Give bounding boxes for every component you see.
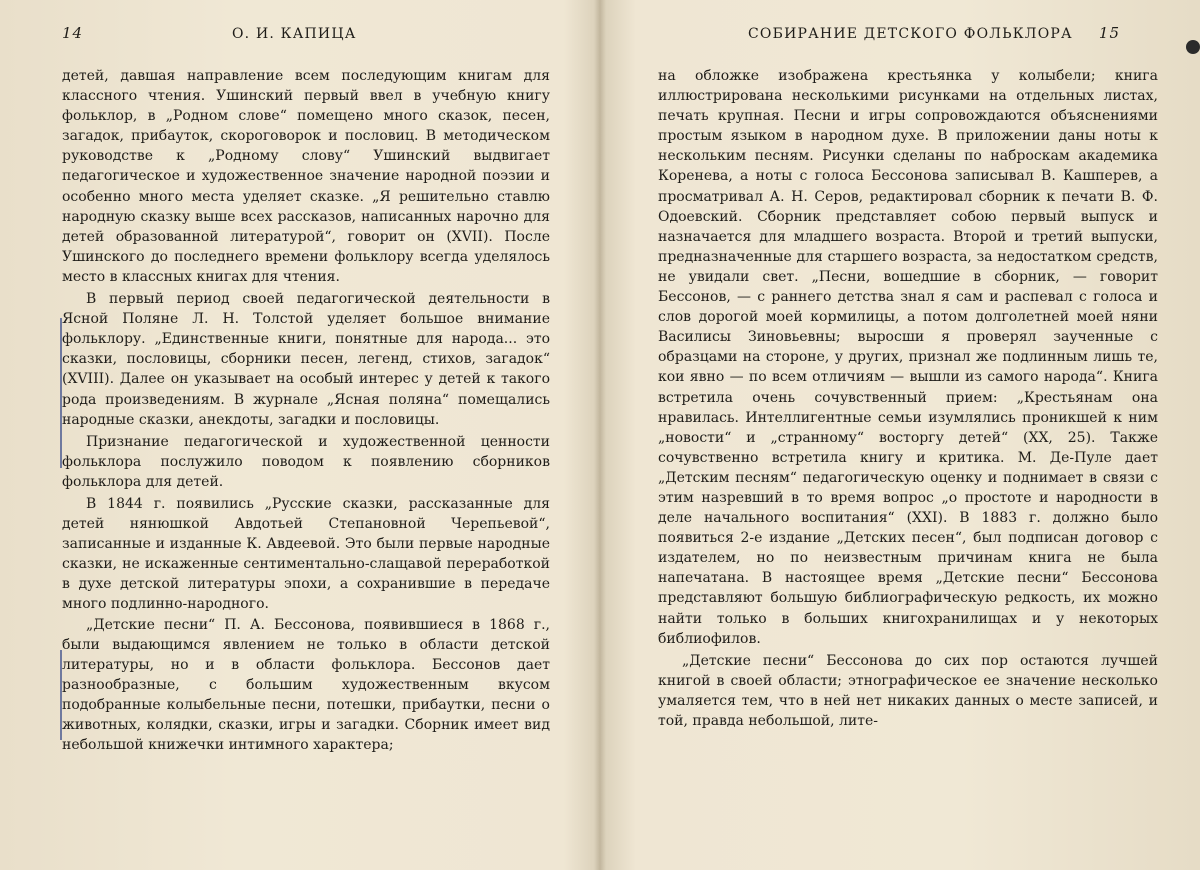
pen-margin-mark bbox=[60, 318, 62, 468]
left-page-header bbox=[0, 24, 594, 50]
left-page-number: 14 bbox=[62, 24, 84, 42]
paragraph: „Детские песни“ Бессонова до сих пор остаются лучшей книгой в своей области; этнографическое ее значение несколько умаляется тем, что в ней нет никаких данных о месте записей, и той, правда небольшой, лите- bbox=[658, 652, 1158, 729]
right-page-header bbox=[606, 24, 1200, 50]
left-page bbox=[0, 0, 594, 870]
book-gutter bbox=[594, 0, 606, 870]
pen-margin-mark bbox=[60, 650, 62, 740]
right-page bbox=[606, 0, 1200, 870]
paragraph: Признание педагогической и художественной ценности фольклора послужило поводом к появлению сборников фольклора для детей. bbox=[62, 433, 550, 490]
left-running-head: О. И. КАПИЦА bbox=[232, 26, 357, 42]
right-running-head: СОБИРАНИЕ ДЕТСКОГО ФОЛЬКЛОРА bbox=[748, 26, 1073, 42]
paragraph: В 1844 г. появились „Русские сказки, рассказанные для детей нянюшкой Авдотьей Степановной Черепьевой“, записанные и изданные К. Авдеевой. Это были первые народные сказки, не искаженные сентиментально-слащавой переработкой в духе детской литературы эпохи, а сохранившие в передаче много подлинно-народного. bbox=[62, 495, 550, 613]
paragraph: на обложке изображена крестьянка у колыбели; книга иллюстрирована несколькими рисунками на отдельных листах, печать крупная. Песни и игры сопровождаются объяснениями простым языком в народном духе. В приложении даны ноты к нескольким песням. Рисунки сделаны по наброскам академика Коренева, а ноты с голоса Бессонова записывал В. Кашперев, а просматривал А. Н. Серов, редактировал сборник к печати В. Ф. Одоевский. Сборник представляет собою первый выпуск и назначается для младшего возраста. Второй и третий выпуски, предназначенные для старшего возраста, за недостатком средств, не увидали свет. „Песни, вошедшие в сборник, — говорит Бессонов, — с раннего детства знал я сам и распевал с голоса и слов дорогой моей кормилицы, а потом долголетней моей няни Василисы Зиновьевны; выросши я проверял заученные с образцами на стороне, у других, признал же подлинным лишь те, кои явно — по всем отличиям — вышли из самого народа“. Книга встретила очень сочувственный прием: „Крестьянам она нравилась. Интеллигентные семьи изумлялись проникшей к ним „новости“ и „странному“ восторгу детей“ (XX, 25). Также сочувственно встретила книгу и критика. М. Де-Пуле дает „Детским песням“ педагогическую оценку и поднимает в связи с этим назревший в то время вопрос „о простоте и народности в деле начального воспитания“ (XXI). В 1883 г. должно было появиться 2-е издание „Детских песен“, был подписан договор с издателем, но по неизвестным причинам книга не была напечатана. В настоящее время „Детские песни“ Бессонова представляют большую библиографическую редкость, их можно найти только в больших книгохранилищах и у некоторых библиофилов. bbox=[658, 68, 1158, 647]
paragraph: детей, давшая направление всем последующим книгам для классного чтения. Ушинский первый ввел в учебную книгу фольклор, в „Родном слове“ помещено много сказок, песен, загадок, прибауток, скороговорок и пословиц. В методическом руководстве к „Родному слову“ Ушинский выдвигает педагогическое и художественное значение народной поэзии и особенно много места уделяет сказке. „Я решительно ставлю народную сказку выше всех рассказов, написанных нарочно для детей образованной литературой“, говорит он (XVII). После Ушинского до последнего времени фольклору всегда уделялось место в классных книгах для чтения. bbox=[62, 68, 550, 285]
paragraph: В первый период своей педагогической деятельности в Ясной Поляне Л. Н. Толстой уделяет большое внимание фольклору. „Единственные книги, понятные для народа... это сказки, пословицы, сборники песен, легенд, стихов, загадок“ (XVIII). Далее он указывает на особый интерес у детей к такого рода произведениям. В журнале „Ясная поляна“ помещались народные сказки, анекдоты, загадки и пословицы. bbox=[62, 291, 550, 428]
paragraph: „Детские песни“ П. А. Бессонова, появившиеся в 1868 г., были выдающимся явлением не только в области детской литературы, но и в области фольклора. Бессонов дает разнообразные, с большим художественным вкусом подобранные колыбельные песни, потешки, прибаутки, песни о животных, колядки, сказки, игры и загадки. Сборник имеет вид небольшой книжечки интимного характера; bbox=[62, 616, 550, 754]
right-page-number: 15 bbox=[1098, 24, 1120, 42]
right-page-text bbox=[658, 66, 1158, 731]
left-page-text bbox=[62, 66, 550, 755]
punch-hole bbox=[1186, 40, 1200, 54]
